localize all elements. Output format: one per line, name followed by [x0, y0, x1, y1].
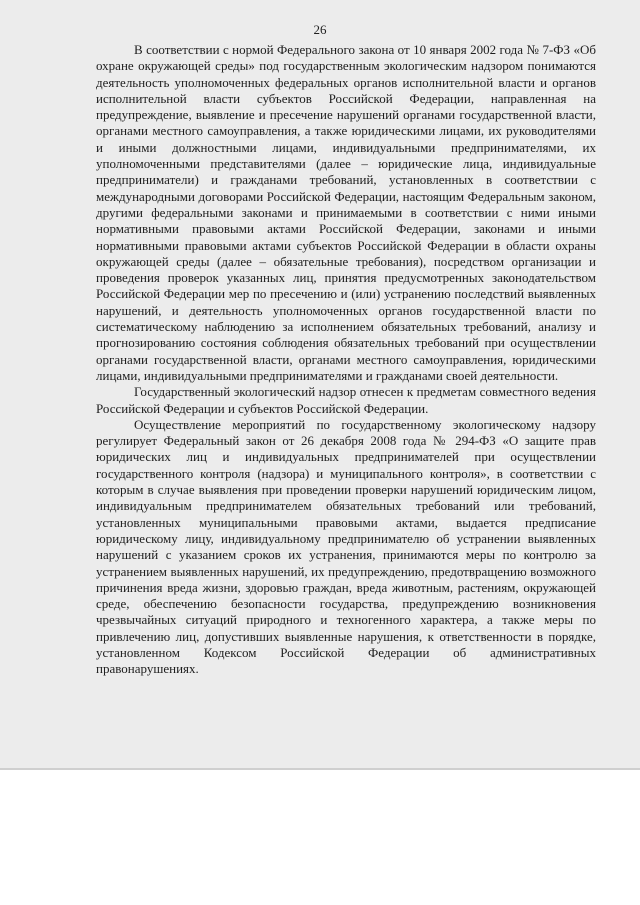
paragraph-environmental-supervision-definition: В соответствии с нормой Федерального закона от 10 января 2002 года № 7-ФЗ «Об охране окружающей среды» под государственным экологическим надзором понимаются деятельность уполномоченных федеральных органов исполнительной власти и органов исполнительной власти субъектов Российской Федерации, направленная на предупреждение, выявление и пресечение нарушений органами государственной власти, органами местного самоуправления, а также юридическими лицами, их руководителями и иными должностными лицами, индивидуальными предпринимателями, их уполномоченными представителями (далее – юридические лица, индивидуальные предприниматели) и гражданами требований, установленных в соответствии с международными договорами Российской Федерации, настоящим Федеральным законом, другими федеральными законами и принимаемыми в соответствии с ними иными нормативными правовыми актами Российской Федерации, законами и иными нормативными правовыми актами субъектов Российской Федерации в области охраны окружающей среды (далее – обязательные требования), посредством организации и проведения проверок указанных лиц, принятия предусмотренных законодательством Российской Федерации мер по пресечению и (или) устранению последствий выявленных нарушений, и деятельность уполномоченных органов государственной власти по систематическому наблюдению за исполнением обязательных требований, анализу и прогнозированию состояния соблюдения обязательных требований при осуществлении органами государственной власти, органами местного самоуправления, юридическими лицами, индивидуальными предпринимателями и гражданами своей деятельности. — [96, 42, 596, 383]
page-number: 26 — [313, 22, 327, 37]
document-body — [96, 42, 596, 678]
paragraph-federal-law-294: Осуществление мероприятий по государственному экологическому надзору регулирует Федеральный закон от 26 декабря 2008 года № 294-ФЗ «О защите прав юридических лиц и индивидуальных предпринимателей при осуществлении государственного контроля (надзора) и муниципального контроля», в соответствии с которым в случае выявления при проведении проверки нарушений юридическим лицом, индивидуальным предпринимателем обязательных требований или требований, установленных муниципальными правовыми актами, выдается предписание юридическому лицу, индивидуальному предпринимателю об устранении выявленных нарушений с указанием сроков их устранения, принимаются меры по контролю за устранением выявленных нарушений, их предупреждению, предотвращению возможного причинения вреда жизни, здоровью граждан, вреда животным, растениям, окружающей среде, обеспечению безопасности государства, предупреждению возникновения чрезвычайных ситуаций природного и техногенного характера, а также меры по привлечению лиц, допустивших выявленные нарушения, к ответственности в порядке, установленном Кодексом Российской Федерации об административных правонарушениях. — [96, 416, 596, 677]
paragraph-joint-jurisdiction: Государственный экологический надзор отнесен к предметам совместного ведения Российской Федерации и субъектов Российской Федерации. — [96, 384, 596, 416]
